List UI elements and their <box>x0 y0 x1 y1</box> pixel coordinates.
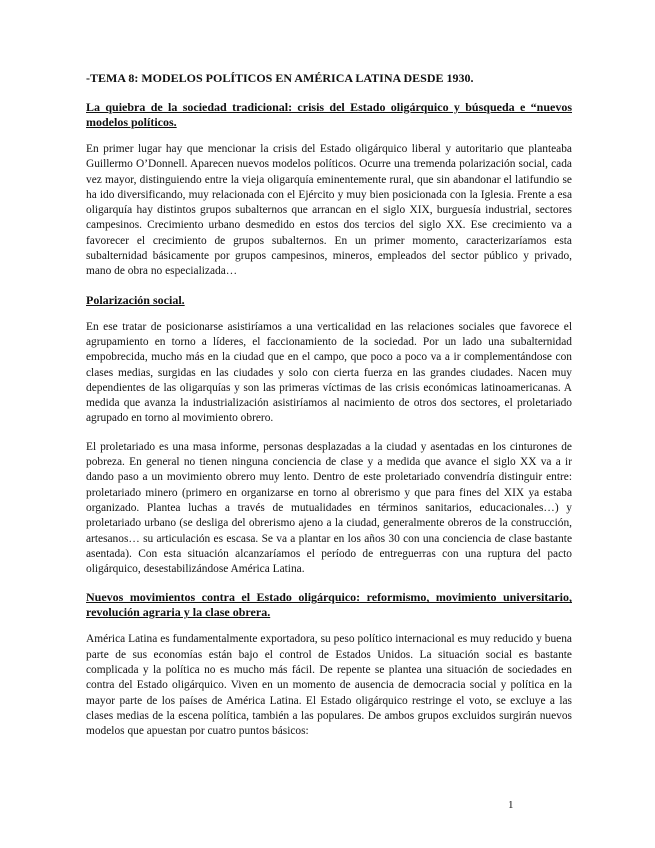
section-heading-nuevos-movimientos: Nuevos movimientos contra el Estado oligárquico: reformismo, movimiento universitario, revolución agraria y la clase obrera. <box>86 590 572 620</box>
paragraph-verticalidad: En ese tratar de posicionarse asistiríamos a una verticalidad en las relaciones sociales que favorece el agrupamiento en torno a líderes, el faccionamiento de la sociedad. Por un lado una subalternidad empobrecida, mucho más en la ciudad que en el campo, que poco a poco va a ir complementándose con clases medias, surgidas en las ciudades y solo con cierta fuerza en las grandes ciudades. Nacen muy dependientes de las oligarquías y son las primeras víctimas de las crisis económicas latinoamericanas. A medida que avanza la industrialización asistiríamos al nacimiento de otros dos sectores, el proletariado agrupado en torno al movimiento obrero. <box>86 320 572 425</box>
page-number: 1 <box>508 799 514 811</box>
paragraph-crisis-estado: En primer lugar hay que mencionar la crisis del Estado oligárquico liberal y autoritario que planteaba Guillermo O’Donnell. Aparecen nuevos modelos políticos. Ocurre una tremenda polarización social, cada vez mayor, distinguiendo entre la vieja oligarquía eminentemente rural, que sin abandonar el latifundio se ha ido diversificando, muy relacionada con el Ejército y muy bien posicionada con la Iglesia. Frente a esa oligarquía hay distintos grupos subalternos que arrancan en el siglo XIX, burguesía industrial, sectores campesinos. Crecimiento urbano desmedido en estos dos tercios del siglo XX. Ese crecimiento va a favorecer el crecimiento de grupos subalternos. En un primer momento, caracterizaríamos esta subalternidad básicamente por grupos campesinos, mineros, empleados del sector público y privado, mano de obra no especializada… <box>86 143 572 278</box>
page-content <box>86 70 572 753</box>
paragraph-proletariado: El proletariado es una masa informe, personas desplazadas a la ciudad y asentadas en los cinturones de pobreza. En general no tienen ninguna conciencia de clase y a medida que avance el siglo XX va a ir dando paso a un movimiento obrero muy lento. Dentro de este proletariado convendría distinguir entre: proletariado minero (primero en organizarse en torno al obrerismo y que para fines del XIX ya estaba organizado. Plantea luchas a través de mutualidades en términos sanitarios, educacionales…) y proletariado urbano (se desliga del obrerismo ajeno a la ciudad, generalmente obreros de la construcción, artesanos… su articulación es escasa. Se va a plantar en los años 30 con una conciencia de clase bastante asentada). Con esta situación alcanzaríamos el período de entreguerras con una ruptura del pacto oligárquico, desestabilizándose América Latina. <box>86 440 572 576</box>
section-heading-polarizacion: Polarización social. <box>86 292 185 307</box>
document-title: -TEMA 8: MODELOS POLÍTICOS EN AMÉRICA LATINA DESDE 1930. <box>86 71 474 85</box>
section-heading-crisis: La quiebra de la sociedad tradicional: crisis del Estado oligárquico y búsqueda e “nuevos modelos políticos. <box>86 100 572 129</box>
paragraph-america-exportadora: América Latina es fundamentalmente exportadora, su peso político internacional es muy reducido y buena parte de sus economías están bajo el control de Estados Unidos. La situación social es bastante complicada y la política no es mucho más fácil. De repente se plantea una situación de sociedades en contra del Estado oligárquico. Viven en un momento de ausencia de democracia social y política en la mayor parte de los países de América Latina. El Estado oligárquico restringe el voto, se excluye a las clases medias de la escena política, también a las populares. De ambos grupos excluidos surgirán nuevos modelos que apuestan por cuatro puntos básicos: <box>86 633 572 738</box>
